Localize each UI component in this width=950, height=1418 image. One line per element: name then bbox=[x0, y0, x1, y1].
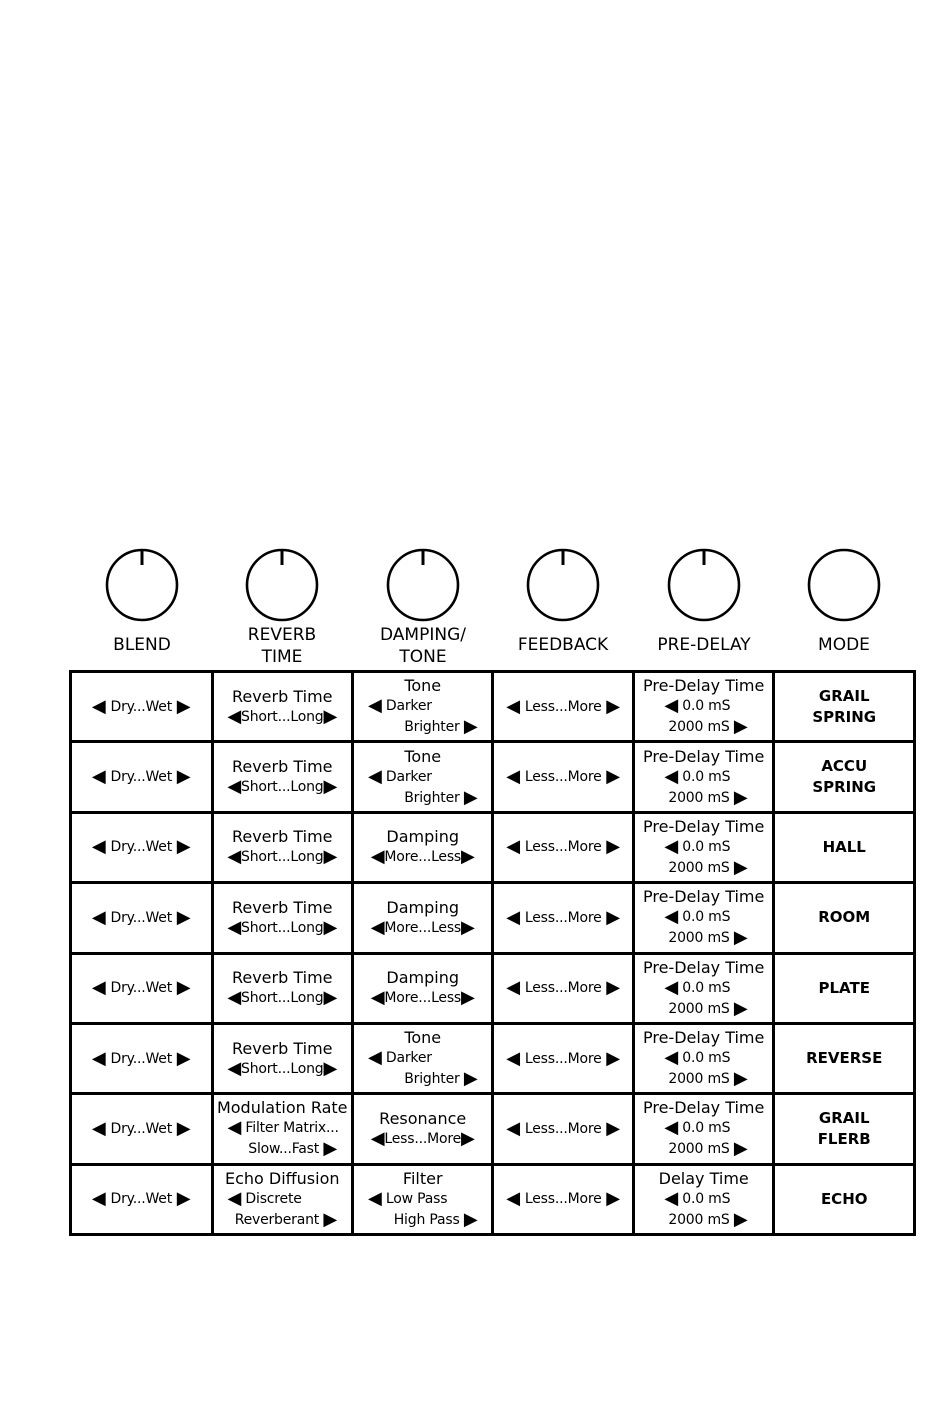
left-arrow-icon: ◀ bbox=[91, 766, 106, 788]
right-arrow-icon: ▶ bbox=[463, 786, 478, 808]
right-arrow-icon: ▶ bbox=[461, 846, 475, 868]
predelay-cell: Pre-Delay Time ◀ 0.0 mS 2000 mS ▶ bbox=[633, 812, 773, 882]
left-arrow-icon: ◀ bbox=[227, 1187, 242, 1209]
right-arrow-icon: ▶ bbox=[733, 1068, 748, 1090]
blend-cell: ◀ Dry...Wet ▶ bbox=[71, 1094, 213, 1164]
left-arrow-icon: ◀ bbox=[664, 835, 678, 857]
knob-reverb[interactable] bbox=[212, 548, 352, 668]
reverb-cell: Echo Diffusion ◀ Discrete Reverberant ▶ bbox=[212, 1164, 352, 1234]
right-arrow-icon: ▶ bbox=[606, 1047, 621, 1069]
left-arrow-icon: ◀ bbox=[506, 695, 521, 717]
mode-cell: HALL bbox=[774, 812, 915, 882]
table-row bbox=[71, 883, 915, 953]
right-arrow-icon: ▶ bbox=[606, 1188, 621, 1210]
predelay-cell: Pre-Delay Time ◀ 0.0 mS 2000 mS ▶ bbox=[633, 1023, 773, 1093]
left-arrow-icon: ◀ bbox=[506, 1117, 521, 1139]
left-arrow-icon: ◀ bbox=[664, 1187, 678, 1209]
left-arrow-icon: ◀ bbox=[370, 916, 385, 938]
knob-mode[interactable] bbox=[774, 548, 914, 668]
table-row bbox=[71, 742, 915, 812]
right-arrow-icon: ▶ bbox=[176, 1117, 191, 1139]
knob-label: FEEDBACK bbox=[517, 635, 609, 655]
left-arrow-icon: ◀ bbox=[227, 705, 242, 727]
knob-label: MODE bbox=[818, 635, 870, 655]
table-row bbox=[71, 1164, 915, 1234]
settings-table bbox=[69, 670, 916, 1236]
reverb-cell: Modulation Rate ◀ Filter Matrix... Slow...Fast ▶ bbox=[212, 1094, 352, 1164]
right-arrow-icon: ▶ bbox=[176, 836, 191, 858]
damping-tone-cell: Damping ◀More...Less▶ bbox=[352, 812, 492, 882]
knob-label: BLEND bbox=[113, 635, 171, 655]
blend-cell: ◀ Dry...Wet ▶ bbox=[71, 672, 213, 742]
mode-cell: GRAIL FLERB bbox=[774, 1094, 915, 1164]
left-arrow-icon: ◀ bbox=[506, 766, 521, 788]
right-arrow-icon: ▶ bbox=[176, 977, 191, 999]
right-arrow-icon: ▶ bbox=[323, 916, 338, 938]
left-arrow-icon: ◀ bbox=[227, 776, 242, 798]
right-arrow-icon: ▶ bbox=[733, 997, 748, 1019]
left-arrow-icon: ◀ bbox=[370, 987, 385, 1009]
left-arrow-icon: ◀ bbox=[367, 1187, 382, 1209]
feedback-cell: ◀ Less...More ▶ bbox=[493, 672, 633, 742]
mode-cell: ROOM bbox=[774, 883, 915, 953]
mode-cell: PLATE bbox=[774, 953, 915, 1023]
left-arrow-icon: ◀ bbox=[506, 1047, 521, 1069]
mode-cell: ACCU SPRING bbox=[774, 742, 915, 812]
left-arrow-icon: ◀ bbox=[91, 1188, 106, 1210]
right-arrow-icon: ▶ bbox=[323, 846, 338, 868]
right-arrow-icon: ▶ bbox=[606, 977, 621, 999]
predelay-cell: Pre-Delay Time ◀ 0.0 mS 2000 mS ▶ bbox=[633, 742, 773, 812]
right-arrow-icon: ▶ bbox=[733, 1208, 748, 1230]
right-arrow-icon: ▶ bbox=[323, 776, 338, 798]
predelay-cell: Pre-Delay Time ◀ 0.0 mS 2000 mS ▶ bbox=[633, 953, 773, 1023]
mode-cell: ECHO bbox=[774, 1164, 915, 1234]
reverb-cell: Reverb Time ◀Short...Long▶ bbox=[212, 742, 352, 812]
mode-cell: GRAIL SPRING bbox=[774, 672, 915, 742]
knob-dial-icon[interactable] bbox=[245, 548, 319, 622]
damping-tone-cell: Tone ◀ Darker Brighter ▶ bbox=[352, 742, 492, 812]
damping-tone-cell: Damping ◀More...Less▶ bbox=[352, 883, 492, 953]
left-arrow-icon: ◀ bbox=[506, 836, 521, 858]
feedback-cell: ◀ Less...More ▶ bbox=[493, 1094, 633, 1164]
right-arrow-icon: ▶ bbox=[461, 1127, 475, 1149]
knob-pre-delay[interactable] bbox=[634, 548, 774, 668]
right-arrow-icon: ▶ bbox=[606, 836, 621, 858]
knob-dial-icon[interactable] bbox=[386, 548, 460, 622]
feedback-cell: ◀ Less...More ▶ bbox=[493, 742, 633, 812]
blend-cell: ◀ Dry...Wet ▶ bbox=[71, 812, 213, 882]
predelay-cell: Delay Time ◀ 0.0 mS 2000 mS ▶ bbox=[633, 1164, 773, 1234]
knob-dial-icon[interactable] bbox=[667, 548, 741, 622]
reverb-cell: Reverb Time ◀Short...Long▶ bbox=[212, 812, 352, 882]
left-arrow-icon: ◀ bbox=[664, 695, 678, 717]
left-arrow-icon: ◀ bbox=[664, 765, 678, 787]
right-arrow-icon: ▶ bbox=[323, 705, 338, 727]
blend-cell: ◀ Dry...Wet ▶ bbox=[71, 883, 213, 953]
knob-label: DAMPING/ TONE bbox=[380, 625, 466, 667]
knob-label: PRE-DELAY bbox=[657, 635, 751, 655]
right-arrow-icon: ▶ bbox=[176, 906, 191, 928]
damping-tone-cell: Resonance ◀Less...More▶ bbox=[352, 1094, 492, 1164]
right-arrow-icon: ▶ bbox=[606, 766, 621, 788]
right-arrow-icon: ▶ bbox=[176, 766, 191, 788]
right-arrow-icon: ▶ bbox=[463, 1068, 478, 1090]
table-row bbox=[71, 1094, 915, 1164]
damping-tone-cell: Tone ◀ Darker Brighter ▶ bbox=[352, 672, 492, 742]
left-arrow-icon: ◀ bbox=[370, 846, 385, 868]
right-arrow-icon: ▶ bbox=[176, 695, 191, 717]
left-arrow-icon: ◀ bbox=[370, 1127, 385, 1149]
right-arrow-icon: ▶ bbox=[463, 716, 478, 738]
feedback-cell: ◀ Less...More ▶ bbox=[493, 1164, 633, 1234]
predelay-cell: Pre-Delay Time ◀ 0.0 mS 2000 mS ▶ bbox=[633, 672, 773, 742]
knob-dial-icon[interactable] bbox=[807, 548, 881, 622]
table-row bbox=[71, 672, 915, 742]
right-arrow-icon: ▶ bbox=[461, 916, 475, 938]
damping-tone-cell: Tone ◀ Darker Brighter ▶ bbox=[352, 1023, 492, 1093]
right-arrow-icon: ▶ bbox=[606, 695, 621, 717]
left-arrow-icon: ◀ bbox=[227, 846, 242, 868]
left-arrow-icon: ◀ bbox=[506, 906, 521, 928]
knob-feedback[interactable] bbox=[493, 548, 633, 668]
knob-damping[interactable] bbox=[353, 548, 493, 668]
right-arrow-icon: ▶ bbox=[323, 1138, 337, 1160]
left-arrow-icon: ◀ bbox=[227, 1117, 242, 1139]
left-arrow-icon: ◀ bbox=[91, 1047, 106, 1069]
predelay-cell: Pre-Delay Time ◀ 0.0 mS 2000 mS ▶ bbox=[633, 883, 773, 953]
damping-tone-cell: Damping ◀More...Less▶ bbox=[352, 953, 492, 1023]
left-arrow-icon: ◀ bbox=[367, 695, 382, 717]
blend-cell: ◀ Dry...Wet ▶ bbox=[71, 742, 213, 812]
left-arrow-icon: ◀ bbox=[664, 1117, 678, 1139]
left-arrow-icon: ◀ bbox=[506, 977, 521, 999]
left-arrow-icon: ◀ bbox=[506, 1188, 521, 1210]
right-arrow-icon: ▶ bbox=[733, 1138, 748, 1160]
knob-label: REVERB TIME bbox=[247, 625, 317, 667]
feedback-cell: ◀ Less...More ▶ bbox=[493, 812, 633, 882]
reverb-cell: Reverb Time ◀Short...Long▶ bbox=[212, 953, 352, 1023]
right-arrow-icon: ▶ bbox=[606, 1117, 621, 1139]
left-arrow-icon: ◀ bbox=[91, 1117, 106, 1139]
right-arrow-icon: ▶ bbox=[461, 987, 475, 1009]
right-arrow-icon: ▶ bbox=[176, 1188, 191, 1210]
left-arrow-icon: ◀ bbox=[91, 906, 106, 928]
damping-tone-cell: Filter ◀ Low Pass High Pass ▶ bbox=[352, 1164, 492, 1234]
knob-dial-icon[interactable] bbox=[105, 548, 179, 622]
left-arrow-icon: ◀ bbox=[367, 765, 382, 787]
feedback-cell: ◀ Less...More ▶ bbox=[493, 883, 633, 953]
right-arrow-icon: ▶ bbox=[733, 927, 748, 949]
right-arrow-icon: ▶ bbox=[176, 1047, 191, 1069]
reverb-cell: Reverb Time ◀Short...Long▶ bbox=[212, 1023, 352, 1093]
left-arrow-icon: ◀ bbox=[664, 1047, 678, 1069]
right-arrow-icon: ▶ bbox=[463, 1208, 478, 1230]
table-row bbox=[71, 953, 915, 1023]
right-arrow-icon: ▶ bbox=[733, 716, 748, 738]
left-arrow-icon: ◀ bbox=[664, 976, 678, 998]
left-arrow-icon: ◀ bbox=[227, 1057, 242, 1079]
right-arrow-icon: ▶ bbox=[606, 906, 621, 928]
feedback-cell: ◀ Less...More ▶ bbox=[493, 1023, 633, 1093]
knob-blend[interactable] bbox=[72, 548, 212, 668]
knob-dial-icon[interactable] bbox=[526, 548, 600, 622]
blend-cell: ◀ Dry...Wet ▶ bbox=[71, 1164, 213, 1234]
right-arrow-icon: ▶ bbox=[733, 786, 748, 808]
left-arrow-icon: ◀ bbox=[91, 836, 106, 858]
right-arrow-icon: ▶ bbox=[323, 1208, 337, 1230]
reverb-cell: Reverb Time ◀Short...Long▶ bbox=[212, 672, 352, 742]
left-arrow-icon: ◀ bbox=[664, 906, 678, 928]
left-arrow-icon: ◀ bbox=[227, 987, 242, 1009]
feedback-cell: ◀ Less...More ▶ bbox=[493, 953, 633, 1023]
mode-cell: REVERSE bbox=[774, 1023, 915, 1093]
table-row bbox=[71, 812, 915, 882]
predelay-cell: Pre-Delay Time ◀ 0.0 mS 2000 mS ▶ bbox=[633, 1094, 773, 1164]
left-arrow-icon: ◀ bbox=[367, 1047, 382, 1069]
blend-cell: ◀ Dry...Wet ▶ bbox=[71, 953, 213, 1023]
reverb-cell: Reverb Time ◀Short...Long▶ bbox=[212, 883, 352, 953]
table-row bbox=[71, 1023, 915, 1093]
right-arrow-icon: ▶ bbox=[323, 1057, 338, 1079]
blend-cell: ◀ Dry...Wet ▶ bbox=[71, 1023, 213, 1093]
left-arrow-icon: ◀ bbox=[91, 695, 106, 717]
left-arrow-icon: ◀ bbox=[91, 977, 106, 999]
right-arrow-icon: ▶ bbox=[733, 856, 748, 878]
left-arrow-icon: ◀ bbox=[227, 916, 242, 938]
right-arrow-icon: ▶ bbox=[323, 987, 338, 1009]
